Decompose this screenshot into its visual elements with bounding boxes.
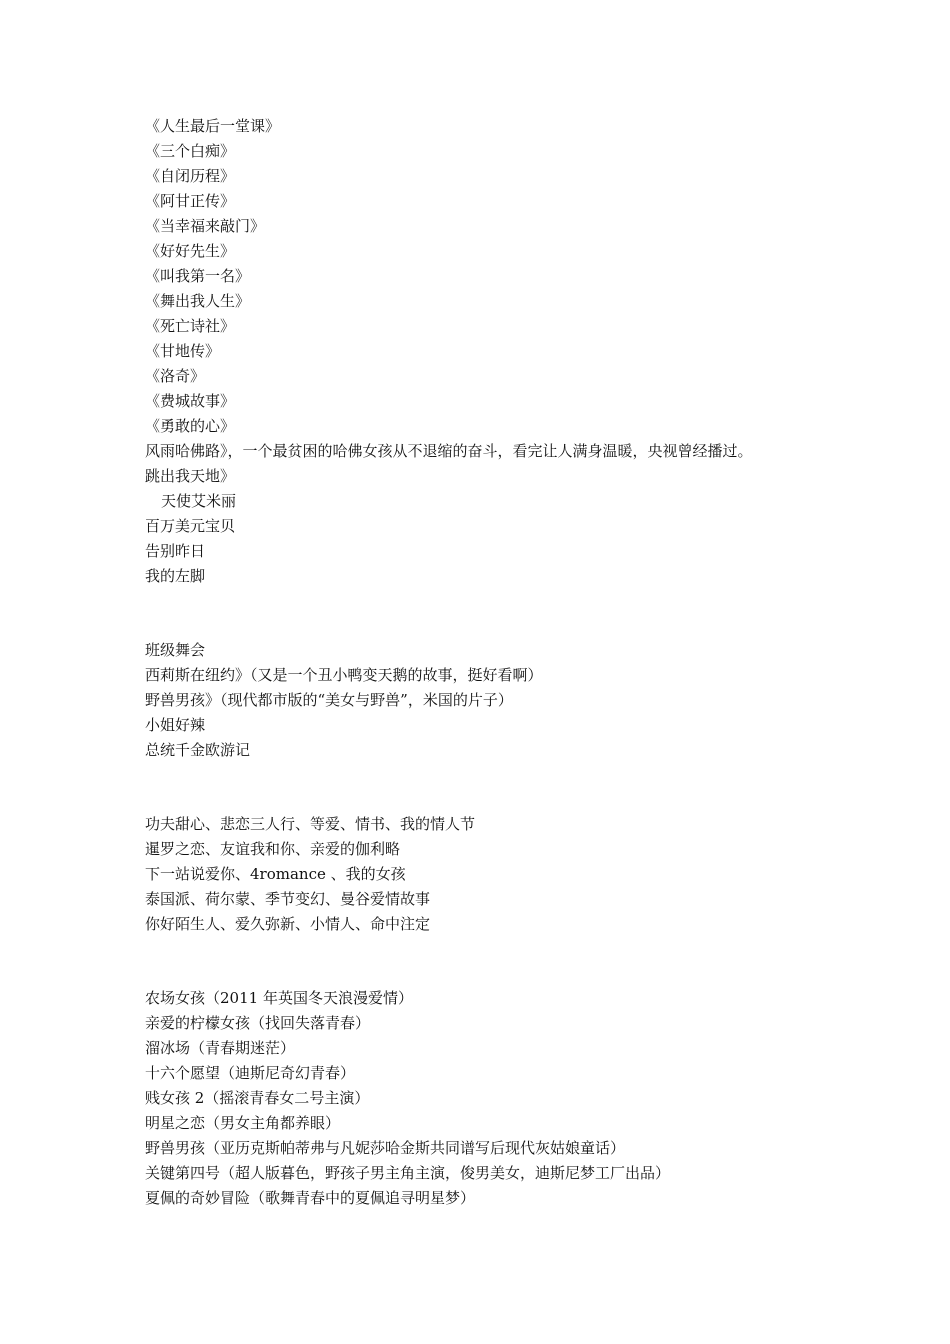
list-item: 你好陌生人、爱久弥新、小情人、命中注定 xyxy=(145,915,431,933)
list-item: 野兽男孩（亚历克斯帕蒂弗与凡妮莎哈金斯共同谱写后现代灰姑娘童话） xyxy=(145,1139,626,1157)
list-item: 《洛奇》 xyxy=(145,367,206,385)
list-item: 功夫甜心、悲恋三人行、等爱、情书、我的情人节 xyxy=(145,815,476,833)
list-item: 野兽男孩》（现代都市版的“美女与野兽”，米国的片子） xyxy=(145,691,513,709)
list-item: 《阿甘正传》 xyxy=(145,192,236,210)
list-item: 《当幸福来敲门》 xyxy=(145,217,266,235)
list-item: 暹罗之恋、友谊我和你、亲爱的伽利略 xyxy=(145,840,401,858)
list-item: 跳出我天地》 xyxy=(145,467,236,485)
list-item: 溜冰场（青春期迷茫） xyxy=(145,1039,296,1057)
list-item: 我的左脚 xyxy=(145,567,206,585)
list-item: 西莉斯在纽约》（又是一个丑小鸭变天鹅的故事，挺好看啊） xyxy=(145,666,543,684)
list-item: 十六个愿望（迪斯尼奇幻青春） xyxy=(145,1064,356,1082)
list-item: 《费城故事》 xyxy=(145,392,236,410)
list-item: 《舞出我人生》 xyxy=(145,292,251,310)
list-item: 小姐好辣 xyxy=(145,716,206,734)
list-item: 关键第四号（超人版暮色，野孩子男主角主演，俊男美女，迪斯尼梦工厂出品） xyxy=(145,1164,671,1182)
list-item: 《好好先生》 xyxy=(145,242,236,260)
list-item: 《勇敢的心》 xyxy=(145,417,236,435)
document-body xyxy=(145,114,925,1211)
list-item: 《叫我第一名》 xyxy=(145,267,251,285)
section-gap xyxy=(145,937,925,986)
list-item: 《自闭历程》 xyxy=(145,167,236,185)
list-item: 风雨哈佛路》，一个最贫困的哈佛女孩从不退缩的奋斗，看完让人满身温暖，央视曾经播过。 xyxy=(145,442,753,460)
list-item: 贱女孩 2（摇滚青春女二号主演） xyxy=(145,1089,370,1107)
list-item: 百万美元宝贝 xyxy=(145,517,236,535)
list-item: 下一站说爱你、4romance 、我的女孩 xyxy=(145,865,406,883)
section-gap xyxy=(145,763,925,812)
section-gap xyxy=(145,589,925,638)
list-item: 泰国派、荷尔蒙、季节变幻、曼谷爱情故事 xyxy=(145,890,431,908)
list-item: 《死亡诗社》 xyxy=(145,317,236,335)
list-item: 天使艾米丽 xyxy=(161,492,237,510)
list-item: 《三个白痴》 xyxy=(145,142,236,160)
list-item: 告别昨日 xyxy=(145,542,206,560)
list-item: 明星之恋（男女主角都养眼） xyxy=(145,1114,341,1132)
list-item: 班级舞会 xyxy=(145,641,206,659)
list-item: 夏佩的奇妙冒险（歌舞青春中的夏佩追寻明星梦） xyxy=(145,1189,476,1207)
list-item: 农场女孩（2011 年英国冬天浪漫爱情） xyxy=(145,989,413,1007)
list-item: 亲爱的柠檬女孩（找回失落青春） xyxy=(145,1014,371,1032)
list-item: 《甘地传》 xyxy=(145,342,221,360)
list-item: 《人生最后一堂课》 xyxy=(145,117,281,135)
list-item: 总统千金欧游记 xyxy=(145,741,251,759)
